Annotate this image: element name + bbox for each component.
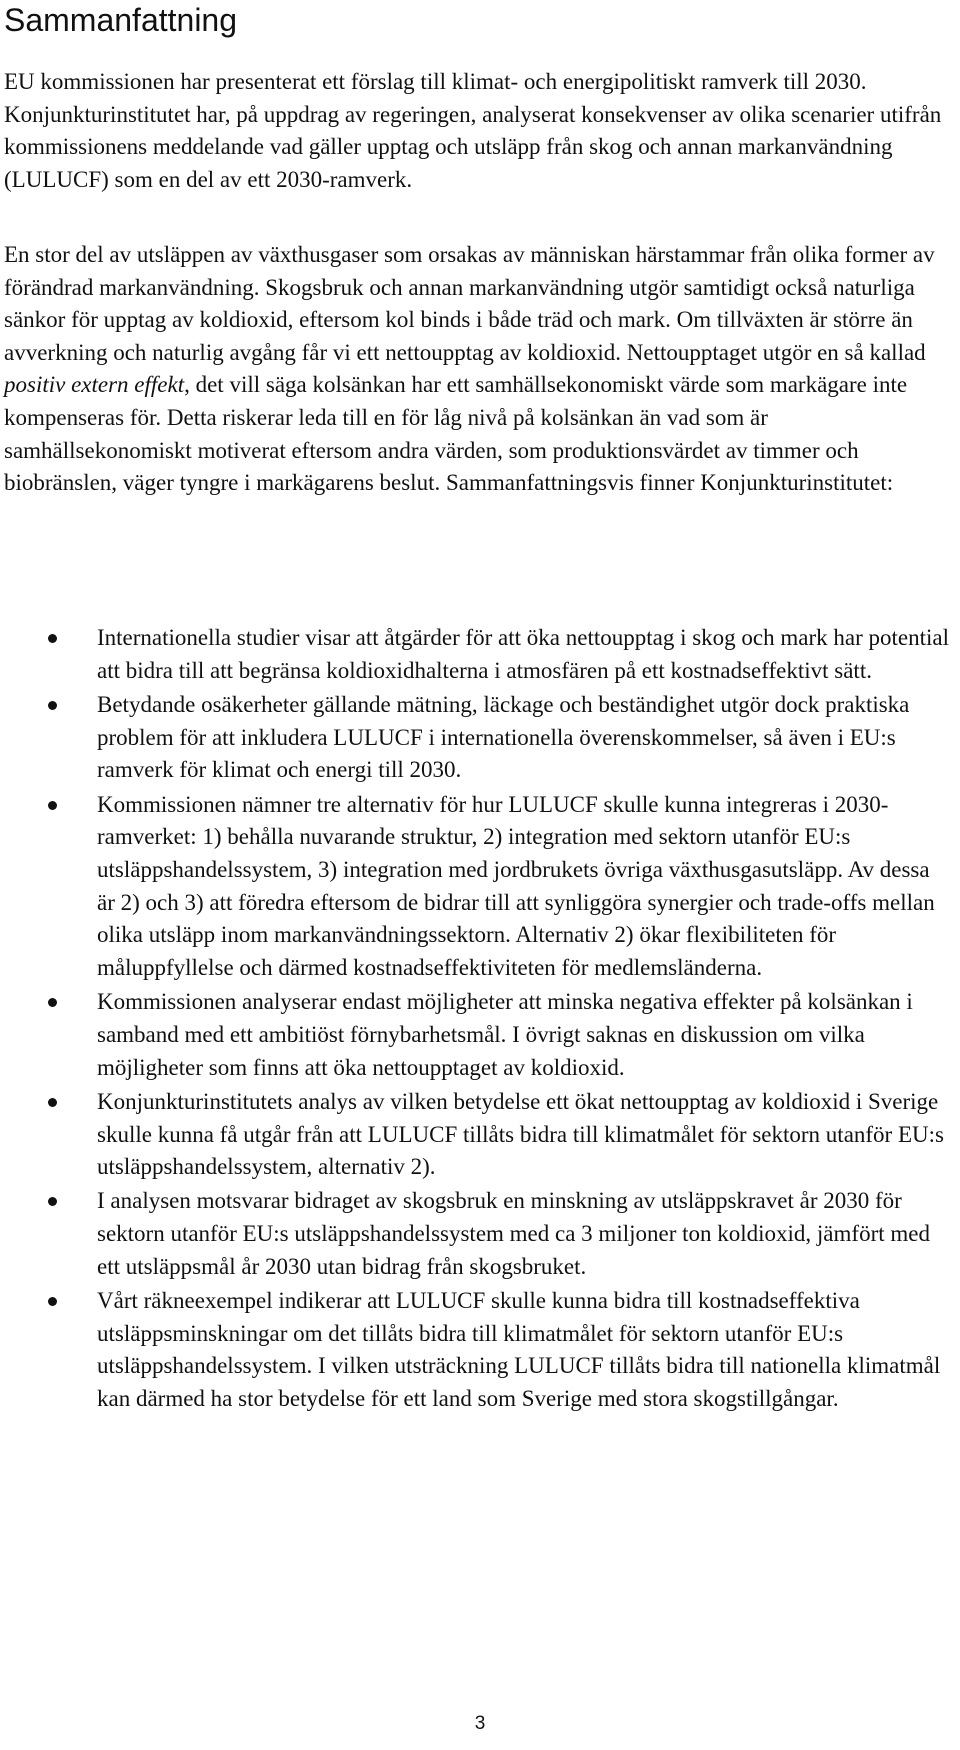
list-item-text: Betydande osäkerheter gällande mätning, läckage och beständighet utgör dock praktiska problem för att inkludera LULUCF i internationella överenskommelser, så även i EU:s ramverk för klimat och energi till 2030.	[97, 691, 910, 783]
list-item-text: Kommissionen nämner tre alternativ för hur LULUCF skulle kunna integreras i 2030-ramverket: 1) behålla nuvarande struktur, 2) integration med sektorn utanför EU:s utsläppshandelssystem, 3) integration med jordbrukets övriga växthusgasutsläpp. Av dessa är 2) och 3) att föredra eftersom de bidrar till att synliggöra synergier och trade-offs mellan olika utsläpp inom markanvändningssektorn. Alternativ 2) ökar flexibiliteten för måluppfyllelse och därmed kostnadseffektiviteten för medlemsländerna.	[97, 791, 935, 981]
emphasized-term: positiv extern effekt	[4, 372, 185, 398]
list-item	[0, 789, 952, 985]
list-item-text: Kommissionen analyserar endast möjligheter att minska negativa effekter på kolsänkan i samband med ett ambitiöst förnybarhetsmål. I övrigt saknas en diskussion om vilka möjligheter som finns att öka nettoupptaget av koldioxid.	[97, 989, 913, 1080]
bullet-icon	[48, 1297, 57, 1306]
list-item	[0, 689, 952, 787]
page-number: 3	[474, 1713, 486, 1734]
list-item	[0, 622, 952, 687]
list-item-text: Internationella studier visar att åtgärder för att öka nettoupptag i skog och mark har potential att bidra till att begränsa koldioxidhalterna i atmosfären på ett kostnadseffektivt sätt.	[97, 625, 949, 683]
bullet-icon	[48, 1098, 57, 1107]
list-item-text: Konjunkturinstitutets analys av vilken betydelse ett ökat nettoupptag av koldioxid i Sverige skulle kunna få utgår från att LULUCF tillåts bidra till klimatmålet för sektorn utanför EU:s utsläppshandelssystem, alternativ 2).	[97, 1088, 944, 1180]
bullet-icon	[48, 634, 57, 643]
list-item	[0, 986, 952, 1084]
body-paragraph	[4, 239, 952, 500]
bullet-icon	[48, 701, 57, 710]
list-item	[0, 1086, 952, 1184]
list-item	[0, 1185, 952, 1283]
bullet-icon	[48, 1197, 57, 1206]
body-paragraph-text-end: , det vill säga kolsänkan har ett samhällsekonomiskt värde som markägare inte kompenseras för. Detta riskerar leda till en för låg nivå på kolsänkan än vad som är samhällsekonomiskt motiverat eftersom andra värden, som produktionsvärdet av timmer och biobränslen, väger tyngre i markägarens beslut. Sammanfattningsvis finner Konjunkturinstitutet:	[4, 372, 908, 496]
findings-list	[0, 622, 952, 1417]
section-heading: Sammanfattning	[4, 2, 238, 38]
body-paragraph-text-start: En stor del av utsläppen av växthusgaser som orsakas av människan härstammar från olika former av förändrad markanvändning. Skogsbruk och annan markanvändning utgör samtidigt också naturliga sänkor för upptag av koldioxid, eftersom kol binds i både träd och mark. Om tillväxten är större än avverkning och naturlig avgång får vi ett nettoupptag av koldioxid. Nettoupptaget utgör en så kallad	[4, 242, 935, 365]
list-item-text: I analysen motsvarar bidraget av skogsbruk en minskning av utsläppskravet år 2030 för sektorn utanför EU:s utsläppshandelssystem med ca 3 miljoner ton koldioxid, jämfört med ett utsläppsmål år 2030 utan bidrag från skogsbruket.	[97, 1188, 930, 1279]
list-item-text: Vårt räkneexempel indikerar att LULUCF skulle kunna bidra till kostnadseffektiva utsläppsminskningar om det tillåts bidra till klimatmålet för sektorn utanför EU:s utsläppshandelssystem. I vilken utsträckning LULUCF tillåts bidra till nationella klimatmål kan därmed ha stor betydelse för ett land som Sverige med stora skogstillgångar.	[97, 1288, 941, 1412]
bullet-icon	[48, 998, 57, 1007]
list-item	[0, 1285, 952, 1416]
intro-paragraph: EU kommissionen har presenterat ett förslag till klimat- och energipolitiskt ramverk till 2030. Konjunkturinstitutet har, på uppdrag av regeringen, analyserat konsekvenser av olika scenarier utifrån kommissionens meddelande vad gäller upptag och utsläpp från skog och annan markanvändning (LULUCF) som en del av ett 2030-ramverk.	[4, 69, 942, 192]
bullet-icon	[48, 801, 57, 810]
